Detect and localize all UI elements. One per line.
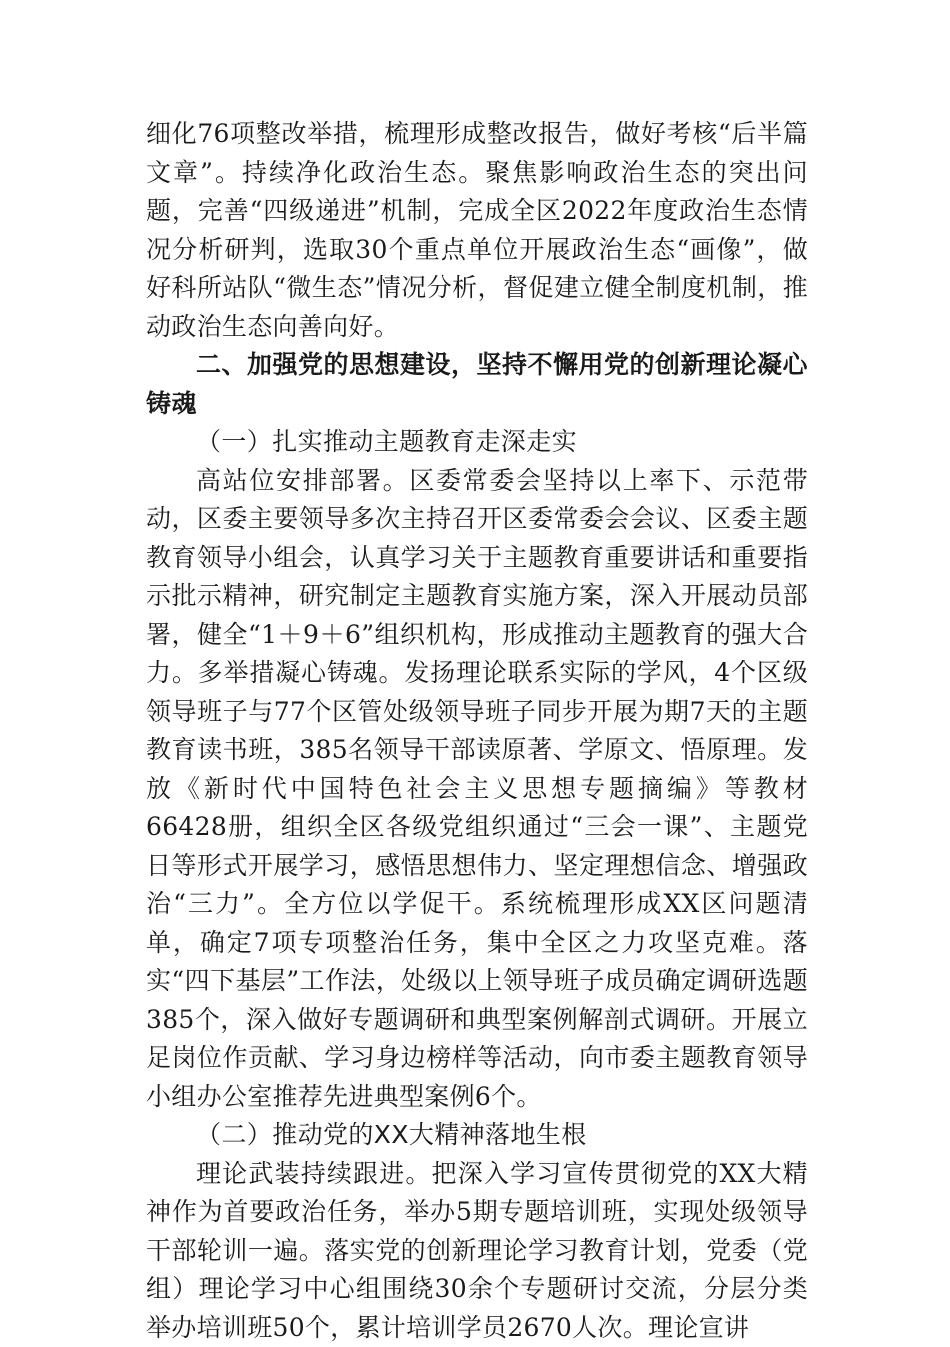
section-heading-ideological-building: 二、加强党的思想建设，坚持不懈用党的创新理论凝心铸魂 xyxy=(146,346,808,423)
document-page xyxy=(146,115,808,1347)
subsection-heading-congress-spirit: （二）推动党的XX大精神落地生根 xyxy=(146,1116,808,1155)
paragraph-theme-education: 高站位安排部署。区委常委会坚持以上率下、示范带动，区委主要领导多次主持召开区委常委会会议、区委主题教育领导小组会，认真学习关于主题教育重要讲话和重要指示批示精神，研究制定主题教育实施方案，深入开展动员部署，健全“1＋9＋6”组织机构，形成推动主题教育的强大合力。多举措凝心铸魂。发扬理论联系实际的学风，4个区级领导班子与77个区管处级领导班子同步开展为期7天的主题教育读书班，385名领导干部读原著、学原文、悟原理。发放《新时代中国特色社会主义思想专题摘编》等教材66428册，组织全区各级党组织通过“三会一课”、主题党日等形式开展学习，感悟思想伟力、坚定理想信念、增强政治“三力”。全方位以学促干。系统梳理形成XX区问题清单，确定7项专项整治任务，集中全区之力攻坚克难。落实“四下基层”工作法，处级以上领导班子成员确定调研选题385个，深入做好专题调研和典型案例解剖式调研。开展立足岗位作贡献、学习身边榜样等活动，向市委主题教育领导小组办公室推荐先进典型案例6个。 xyxy=(146,462,808,1117)
paragraph-rectification-and-political-ecology: 细化76项整改举措，梳理形成整改报告，做好考核“后半篇文章”。持续净化政治生态。聚焦影响政治生态的突出问题，完善“四级递进”机制，完成全区2022年度政治生态情况分析研判，选取30个重点单位开展政治生态“画像”，做好科所站队“微生态”情况分析，督促建立健全制度机制，推动政治生态向善向好。 xyxy=(146,115,808,346)
paragraph-theory-study: 理论武装持续跟进。把深入学习宣传贯彻党的XX大精神作为首要政治任务，举办5期专题培训班，实现处级领导干部轮训一遍。落实党的创新理论学习教育计划，党委（党组）理论学习中心组围绕30余个专题研讨交流，分层分类举办培训班50个，累计培训学员2670人次。理论宣讲 xyxy=(146,1155,808,1347)
subsection-heading-theme-education: （一）扎实推动主题教育走深走实 xyxy=(146,423,808,462)
